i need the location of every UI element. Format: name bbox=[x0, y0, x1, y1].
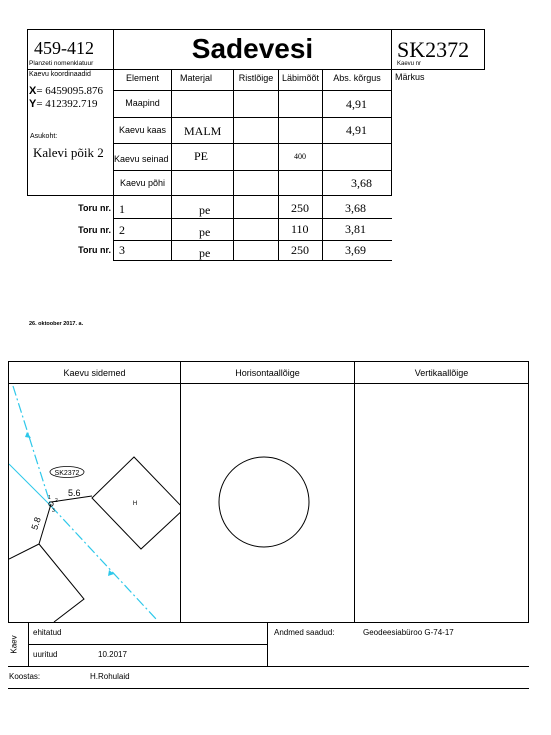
pipe-label: Toru nr. bbox=[78, 245, 111, 255]
col-section: Ristlõige bbox=[238, 73, 274, 83]
well-tag-label: SK2372 bbox=[54, 470, 80, 477]
plan-label: Planzeti nomenklatuur bbox=[29, 60, 94, 67]
pipe-diameter: 250 bbox=[291, 243, 309, 257]
pipe-number-label: 3 bbox=[52, 508, 55, 514]
author-value: H.Rohulaid bbox=[90, 672, 130, 681]
row-material: MALM bbox=[184, 124, 222, 138]
page-title: Sadevesi bbox=[191, 33, 314, 64]
pipe-material: pe bbox=[199, 225, 211, 239]
location-label: Asukoht: bbox=[30, 133, 58, 140]
boundary-line bbox=[9, 544, 39, 559]
building-mark: H bbox=[132, 501, 138, 507]
network-line bbox=[13, 386, 51, 506]
row-element: Maapind bbox=[125, 98, 160, 108]
col-element: Element bbox=[125, 73, 160, 83]
well-cross-section bbox=[219, 457, 309, 547]
row-height: 4,91 bbox=[346, 97, 367, 111]
side-label: Kaev bbox=[9, 635, 19, 654]
panel-title-vertical: Vertikaallõige bbox=[414, 368, 469, 378]
row-element: Kaevu seinad bbox=[114, 154, 169, 164]
dim-label-left: 5.8 bbox=[29, 515, 43, 531]
coord-x: X= 6459095.876 bbox=[29, 85, 104, 97]
pipe-diameter: 250 bbox=[291, 201, 309, 215]
row-element: Kaevu põhi bbox=[119, 178, 166, 188]
location-value: Kalevi põik 2 bbox=[33, 145, 104, 160]
surveyed-date: 10.2017 bbox=[98, 650, 127, 659]
well-ties-sketch bbox=[9, 384, 180, 622]
plan-number: 459-412 bbox=[34, 38, 94, 58]
pipe-material: pe bbox=[199, 203, 211, 217]
row-height: 3,68 bbox=[351, 176, 372, 190]
panel-title-ties: Kaevu sidemed bbox=[63, 368, 126, 378]
source-value: Geodeesiabüroo G-74-17 bbox=[363, 628, 454, 637]
pipe-diameter: 110 bbox=[291, 222, 309, 236]
well-number: SK2372 bbox=[397, 37, 470, 62]
pipe-height: 3,81 bbox=[345, 222, 366, 236]
col-height: Abs. kõrgus bbox=[333, 73, 381, 83]
pipe-number: 2 bbox=[119, 223, 125, 237]
col-material: Materjal bbox=[180, 73, 213, 83]
panel-title-horizontal: Horisontaallõige bbox=[235, 368, 300, 378]
surveyed-label: uuritud bbox=[33, 650, 58, 659]
pipe-number: 3 bbox=[119, 243, 125, 257]
row-material: PE bbox=[194, 149, 209, 163]
row-height: 4,91 bbox=[346, 123, 367, 137]
pipe-height: 3,69 bbox=[345, 243, 366, 257]
built-label: ehitatud bbox=[33, 628, 62, 637]
network-line bbox=[51, 506, 157, 620]
document-date: 26. oktoober 2017. a. bbox=[29, 321, 84, 327]
dim-label-top: 5.6 bbox=[68, 488, 81, 498]
horizontal-section-sketch bbox=[181, 384, 354, 622]
col-diameter: Läbimõõt bbox=[281, 73, 320, 83]
pipe-label: Toru nr. bbox=[78, 225, 111, 235]
source-label: Andmed saadud: bbox=[274, 628, 335, 637]
author-label: Koostas: bbox=[9, 672, 41, 681]
row-diameter: 400 bbox=[294, 152, 306, 161]
pipe-label: Toru nr. bbox=[78, 203, 111, 213]
pipe-number: 1 bbox=[119, 202, 125, 216]
pipe-height: 3,68 bbox=[345, 201, 366, 215]
pipe-number-label: 2 bbox=[55, 498, 58, 504]
col-note: Märkus bbox=[395, 72, 425, 82]
pipe-number-label: 1 bbox=[48, 495, 51, 501]
pipe-material: pe bbox=[199, 246, 211, 260]
row-element: Kaevu kaas bbox=[118, 125, 167, 135]
coords-label: Kaevu koordinaadid bbox=[29, 71, 91, 78]
coord-y: Y= 412392.719 bbox=[29, 98, 98, 110]
boundary-line bbox=[39, 544, 84, 622]
well-number-label: Kaevu nr bbox=[397, 61, 422, 67]
